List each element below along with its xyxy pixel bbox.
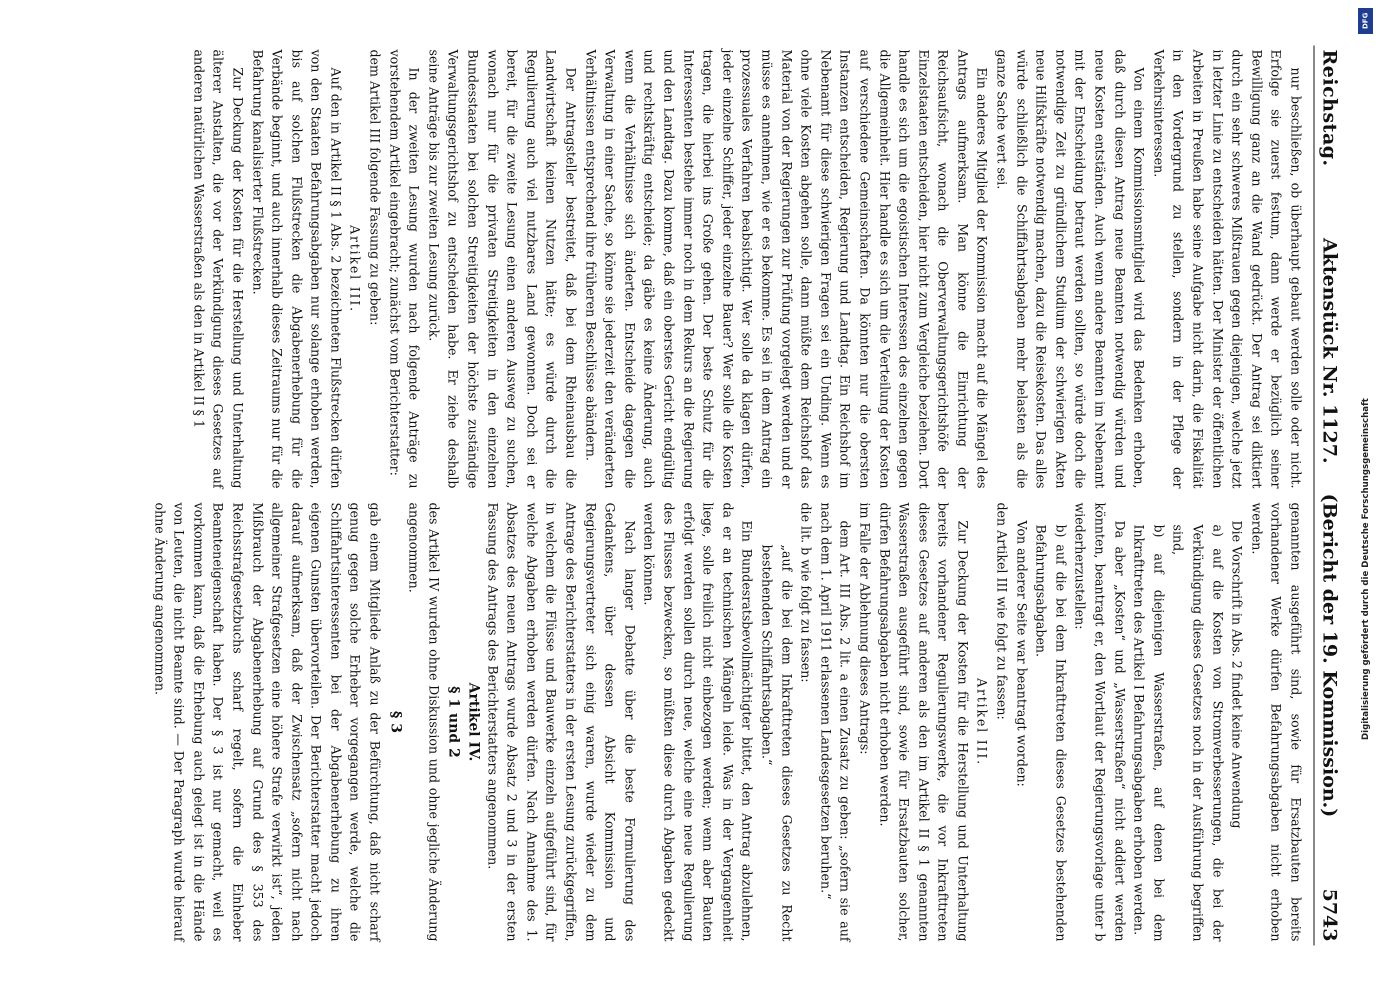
paragraph: „auf die bei dem Inkrafttreten dieses Gesetzes zu Recht bestehenden Schiffahrtsabgaben.“ <box>759 544 795 942</box>
paragraph: Auf den in Artikel II § 1 Abs. 2 bezeichneten Flußstrecken dürfen von den Staaten Befahrungsabgaben nur solange erhoben werden, bis auf solchen Flußstrecken die Abgabenerhebung für die Verbände beginnt, und auch innerhalb dieses Zeitraums nur für die Befahrung kanalisierter Flußstrecken. <box>250 49 344 489</box>
paragraph: In der zweiten Lesung wurden nach folgende Anträge zu vorstehendem Artikel eingebracht; zunächst vom Berichterstatter: <box>387 49 422 489</box>
paragraph: die lit. b wie folgt zu fassen: <box>798 502 814 683</box>
header-title: Aktenstück Nr. 1127. <box>1318 237 1341 464</box>
paragraph: Da aber „Kosten“ und „Wasserstraßen“ nicht addiert werden könnten, beantragt er, den Wortlaut der Regierungsvorlage unter b wiederherzustellen: <box>1072 502 1128 942</box>
paragraph: Ein anderes Mitglied der Kommission macht auf die Mängel des Antrags aufmerksam. Man könne die Einrichtung der Reichsaufsicht, wonach die Oberverwaltungsgerichtshöfe der Einzelstaaten entscheiden, hier nicht zum Vergleiche beziehen. Dort handle es sich um die egoistischen Interessen des einzelnen gegen die Allgemeinheit. Hier handle es sich um die Verteilung der Kosten auf verschiedene Gemeinschaften. Da könnten nur die obersten Instanzen entscheiden, Regierung und Landtag. Ein Reichshof im Nebenamt für diese schwierigen Fragen sei ein Unding. Wenn es ohne viele Kosten abgehen solle, dann müßte dem Reichshof das Material von der Regierungen zur Prüfung vorgelegt werden und er müsse es annehmen, wie er es bekomme. Es sei in dem Antrag ein prozessuales Verfahren beabsichtigt. Wer solle da klagen dürfen, jeder einzelne Schiffer, jeder einzelne Bauer? Wer solle die Kosten tragen, die hierbei ins Große gehen. Der beste Schutz für die Interessenten bestehe immer noch in dem Rekurs an die Regierung und den Landtag. Dazu komme, daß ein oberstes Gericht endgültig und rechtskräftig entscheide; da gäbe es keine Änderung, auch wenn die Verhältnisse sich änderten. Entscheide dagegen die Verwaltung in einer Sache, so könne sie jederzeit den veränderten Verhältnissen entsprechend ihre früheren Beschlüsse abändern. <box>583 49 990 489</box>
section-heading: § 1 und 2 <box>445 686 462 758</box>
paragraph: gab einem Mitgliede Anlaß zu der Befürchtung, daß nicht scharf genug gegen solche Erheber vorgegangen werde, welche die Schiffahrtsinteressenten bei der Abgabenerhebung zu ihren eigenen Gunsten übervorteilen. Der Berichterstatter macht jedoch darauf aufmerksam, daß der Zwischensatz „sofern nicht nach allgemeiner Strafgesetzen eine höhere Strafe verwirkt ist“, jeden Mißbrauch der Abgabenerhebung auf Grund des § 353 des Reichsstrafgesetzbuchs scharf regelt, sofern die Einheber Beamteneigenschaft haben. Der § 3 ist nur gemacht, weil es vorkommen kann, daß die Erhebung auch gelegt ist in die Hände von Leuten, die nicht Beamte sind. — Der Paragraph wurde hierauf ohne Änderung angenommen. <box>152 502 383 942</box>
paragraph: Von einem Kommissionsmitglied wird das Bedenken erhoben, daß durch diesen Antrag neue Beamten notwendig würden und neue Kosten entständen. Auch wenn andere Beamten im Nebenamt mit der Entscheidung betraut werden sollten, so würde doch die notwendige Zeit zu gründlichem Studium der schwierigen Akten neue Hilfskräfte notwendig machen, dazu die Reisekosten. Das alles würde schließlich die Schiffahrtsabgaben mehr belasten als die ganze Sache wert sei. <box>994 49 1147 489</box>
digitization-sidebar <box>1355 0 1375 1000</box>
header-left: Reichstag. <box>1318 49 1341 167</box>
rotated-page-frame <box>38 45 1343 945</box>
list-item: b) auf diejenigen Wasserstraßen, auf denen bei dem Inkrafttreten des Artikel I Befahrungsabgaben erhoben werden. <box>1131 524 1167 942</box>
list-item: b) auf die bei dem Inkrafttreten dieses Gesetzes bestehenden Befahrungsabgaben. <box>1033 524 1069 942</box>
paragraph: Zur Deckung der Kosten für die Herstellung und Unterhaltung älterer Anstalten, die vor der Verkündigung dieses Gesetzes auf anderen natürlichen Wasserstraßen als den in Artikel II § 1 <box>191 49 246 489</box>
dfg-logo: DFG <box>1358 8 1373 34</box>
list-item: a) auf die Kosten von Stromverbesserungen, die bei der Verkündigung dieses Gesetzes noch in der Ausführung begriffen sind, <box>1170 524 1226 942</box>
paragraph: Der Antragsteller bestreitet, daß bei dem Rheinausbau die Landwirtschaft keinen Nutzen hätte; es würde durch die Regulierung auch viel nutzbares Land gewonnen. Doch sei er bereit, für die zweite Lesung einen anderen Ausweg zu suchen, wonach nur für die privaten Streitigkeiten in den einzelnen Bundesstaaten bei solchen Streitigkeiten der höchste zuständige Verwaltungsgerichtshof zu entscheiden habe. Er ziehe deshalb seine Anträge bis zur zweiten Lesung zurück. <box>426 49 579 489</box>
paragraph: Nach langer Debatte über die beste Formulierung des Gedankens, über dessen Absicht Kommission und Regierungsvertreter sich einig waren, wurde wieder zu dem Antrage des Berichterstatters in der ersten Lesung zurückgegriffen, in welchem die Flüsse und Bauwerke einzeln aufgeführt sind, für welche Abgaben erhoben werden dürfen. Nach Annahme des 1. Absatzes des neuen Antrags wurde Absatz 2 und 3 in der ersten Fassung des Antrags des Berichterstatters angenommen. <box>485 502 638 942</box>
article-heading: Artikel III. <box>975 678 990 766</box>
header-subtitle: (Bericht der 19. Kommission.) <box>1318 493 1341 818</box>
column-right <box>149 503 1305 942</box>
paragraph: den Artikel III wie folgt zu fassen: <box>994 502 1010 720</box>
paragraph: Die Vorschrift in Abs. 2 findet keine Anwendung <box>1229 520 1245 829</box>
digitization-note: Digitalisierung gefördert durch die Deutsche Forschungsgemeinschaft <box>1361 398 1371 740</box>
section-heading: § 3 <box>387 711 404 733</box>
paragraph: Zur Deckung der Kosten für die Herstellung und Unterhaltung bereits vorhandener Regulierungswerke, die vor Inkrafttreten dieses Gesetzes auf anderen als den im Artikel II § 1 genannten Wasserstraßen ausgeführt sind, sowie für Ersatzbauten solcher, dürfen Befahrungsabgaben nicht erhoben werden. <box>877 502 971 942</box>
paragraph: nur beschließen, ob überhaupt gebaut werden solle oder nicht. Erfolge sie zuerst festum, dann werde er bezüglich seiner Bewilligung ganz an die Wand gedrückt. Der Antrag sei diktiert durch ein sehr schweres Mißtrauen gegen diejenigen, welche jetzt in letzter Linie zu entscheiden hätten. Der Minister der öffentlichen Arbeiten in Preußen habe seine Aufgabe nicht darin, die Fiskalität in den Vordergrund zu stellen, sondern in der Pflege der Verkehrsinteressen. <box>1151 49 1304 489</box>
text-columns <box>149 46 1305 946</box>
paragraph: des Artikel IV wurden ohne Diskussion und ohne jegliche Änderung angenommen. <box>406 502 442 942</box>
paragraph: dem Art. III Abs. 2 lit. a einen Zusatz zu geben: „sofern sie auf nach dem 1. April 1911 erlassenen Landesgesetzen beruhen.“ <box>818 502 853 942</box>
paragraph: im Falle der Ablehnung dieses Antrags: <box>857 502 873 755</box>
paragraph: Von anderer Seite war beantragt worden: <box>1014 520 1030 787</box>
paragraph: genannten ausgeführt sind, sowie für Ersatzbauten bereits vorhandener Werke dürfen Befahrungsabgaben nicht erhoben werden. <box>1249 502 1304 942</box>
page-number: 5743 <box>1318 888 1341 942</box>
column-left <box>149 50 1305 489</box>
article-heading: Artikel IV. <box>465 682 482 762</box>
paragraph: dem Artikel III folgende Fassung zu geben: <box>367 49 383 326</box>
document-page <box>38 46 1343 946</box>
article-heading: Artikel III. <box>348 225 363 313</box>
header-center <box>1319 238 1341 817</box>
page-header <box>1314 46 1343 946</box>
paragraph: Ein Bundesratsbevollmächtigter bittet, den Antrag abzulehnen, da er an technischen Mängeln leide. Was in der Vergangenheit liege, solle freilich nicht einbezogen werden; wenn aber Bauten erfolgt werden sollen durch neue, welche eine neue Regulierung des Flusses bezwecken, so müßten diese durch Abgaben gedeckt werden können. <box>641 502 755 942</box>
